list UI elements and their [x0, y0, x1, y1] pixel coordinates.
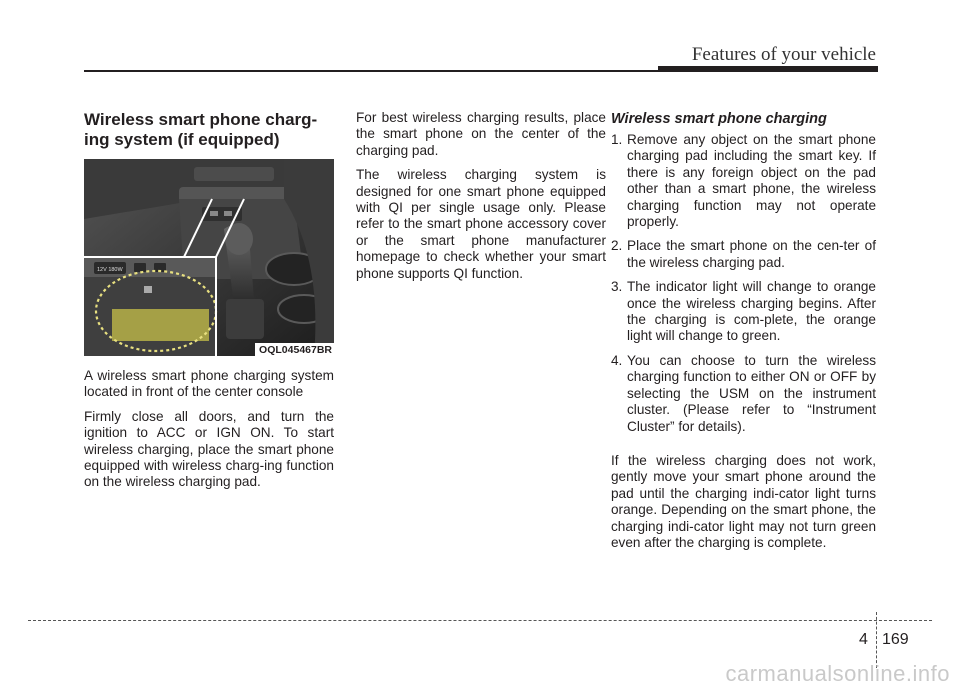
step-text: The indicator light will change to orange once the wireless charging begins. After the charging is com-plete, the orange light will change to green. — [627, 279, 876, 344]
list-item — [611, 238, 876, 271]
paragraph: A wireless smart phone charging system located in front of the center console — [84, 368, 334, 400]
list-item — [611, 279, 876, 345]
running-header-title: Features of your vehicle — [691, 44, 876, 65]
step-number: 1. — [611, 132, 623, 147]
step-number: 4. — [611, 352, 623, 368]
watermark: carmanualsonline.info — [725, 661, 950, 686]
chapter-number: 4 — [859, 631, 868, 648]
console-illustration — [84, 159, 334, 356]
paragraph: Firmly close all doors, and turn the ignition to ACC or IGN ON. To start wireless charging, place the smart phone equipped with wireless charg-ing function on the wireless charging pad. — [84, 408, 334, 490]
paragraph: The wireless charging system is designed for one smart phone equipped with QI per single usage only. Please refer to the smart phone accessory cover or the smart phone manufacturer homepage to check whether your smart phone supports QI function. — [356, 167, 606, 281]
page-number: 169 — [882, 631, 909, 648]
step-number: 3. — [611, 279, 623, 295]
section-heading-line-2: ing system (if equipped) — [84, 130, 280, 149]
step-number: 2. — [611, 238, 623, 254]
step-text: Place the smart phone on the cen-ter of the wireless charging pad. — [627, 238, 876, 270]
footer-rule — [28, 620, 932, 621]
console-illustration-drawing — [84, 159, 334, 356]
column-middle — [356, 110, 606, 290]
footer-divider — [876, 612, 877, 668]
header-rule-accent — [658, 66, 878, 72]
list-item — [611, 132, 876, 230]
paragraph: If the wireless charging does not work, gently move your smart phone around the pad until the charging indi-cator light turns orange. Depending on the smart phone, the charging indi-cator light may not turn green even after the charging is complete. — [611, 452, 876, 550]
charging-steps-list — [611, 132, 876, 435]
step-text: Remove any object on the smart phone charging pad including the smart key. If there is any foreign object on the pad other than a smart phone, the wireless charging function may not operate properly. — [627, 132, 876, 230]
column-right — [611, 110, 876, 559]
power-outlet-label: 12V 180W — [97, 267, 123, 273]
section-heading-line-1: Wireless smart phone charg- — [84, 110, 318, 129]
figure-code: OQL045467BR — [255, 343, 334, 356]
paragraph: For best wireless charging results, place the smart phone on the center of the charging pad. — [356, 110, 606, 158]
list-item — [611, 353, 876, 435]
column-left — [84, 110, 334, 499]
section-heading — [84, 110, 334, 150]
subsection-heading: Wireless smart phone charging — [611, 111, 827, 127]
step-text: You can choose to turn the wireless charging function to either ON or OFF by selecting the USM on the instrument cluster. (Please refer to “Instrument Cluster” for details). — [627, 352, 876, 434]
